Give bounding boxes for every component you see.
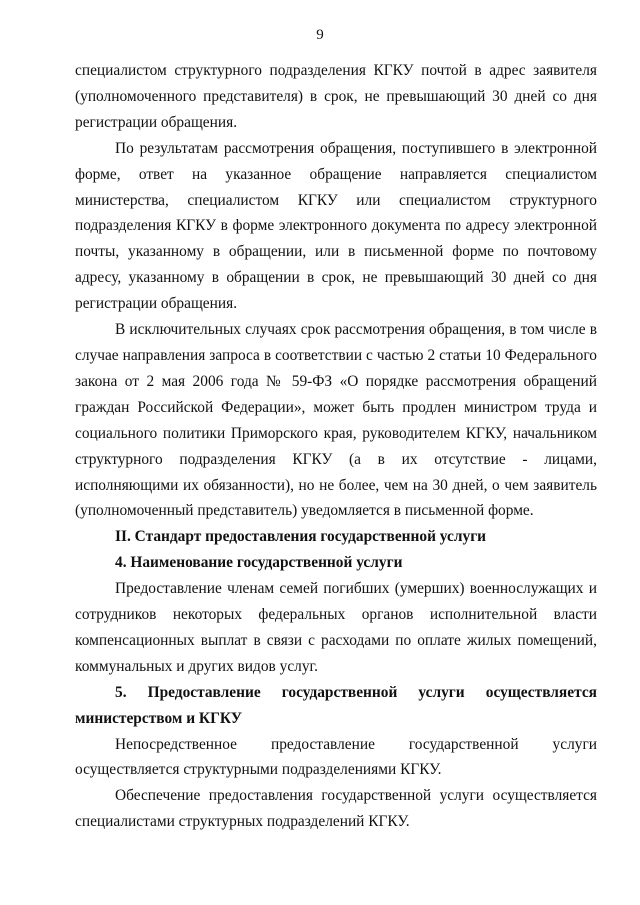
- paragraph-extension-of-term: В исключительных случаях срок рассмотрения обращения, в том числе в случае направления запроса в соответствии с частью 2 статьи 10 Федерального закона от 2 мая 2006 года № 59-ФЗ «О порядке рассмотрения обращений граждан Российской Федерации», может быть продлен министром труда и социального политики Приморского края, руководителем КГКУ, начальником структурного подразделения КГКУ (а в их отсутствие - лицами, исполняющими их обязанности), но не более, чем на 30 дней, о чем заявитель (уполномоченный представитель) уведомляется в письменной форме.: [75, 321, 597, 520]
- paragraph-electronic-response: По результатам рассмотрения обращения, поступившего в электронной форме, ответ на указанное обращение направляется специалистом министерства, специалистом КГКУ или специалистом структурного подразделения КГКУ в форме электронного документа по адресу электронной почты, указанному в обращении, или в письменной форме по почтовому адресу, указанному в обращении в срок, не превышающий 30 дней со дня регистрации обращения.: [75, 139, 597, 313]
- paragraph-direct-provision: Непосредственное предоставление государственной услуги осуществляется структурными подразделениями КГКУ.: [75, 735, 597, 779]
- section-heading-standard: II. Стандарт предоставления государственной услуги: [115, 528, 487, 546]
- paragraph-provision-support: Обеспечение предоставления государственной услуги осуществляется специалистами структурных подразделений КГКУ.: [75, 787, 597, 831]
- page-number: 9: [316, 27, 324, 43]
- document-body: [75, 58, 597, 835]
- subsection-heading-provider: 5. Предоставление государственной услуги осуществляется министерством и КГКУ: [75, 683, 597, 727]
- subsection-heading-service-name: 4. Наименование государственной услуги: [115, 554, 403, 572]
- paragraph-service-name: Предоставление членам семей погибших (умерших) военнослужащих и сотрудников некоторых федеральных органов исполнительной власти компенсационных выплат в связи с расходами по оплате жилых помещений, коммунальных и других видов услуг.: [75, 580, 597, 675]
- paragraph-delivery-by-mail: специалистом структурного подразделения КГКУ почтой в адрес заявителя (уполномоченного представителя) в срок, не превышающий 30 дней со дня регистрации обращения.: [75, 62, 597, 131]
